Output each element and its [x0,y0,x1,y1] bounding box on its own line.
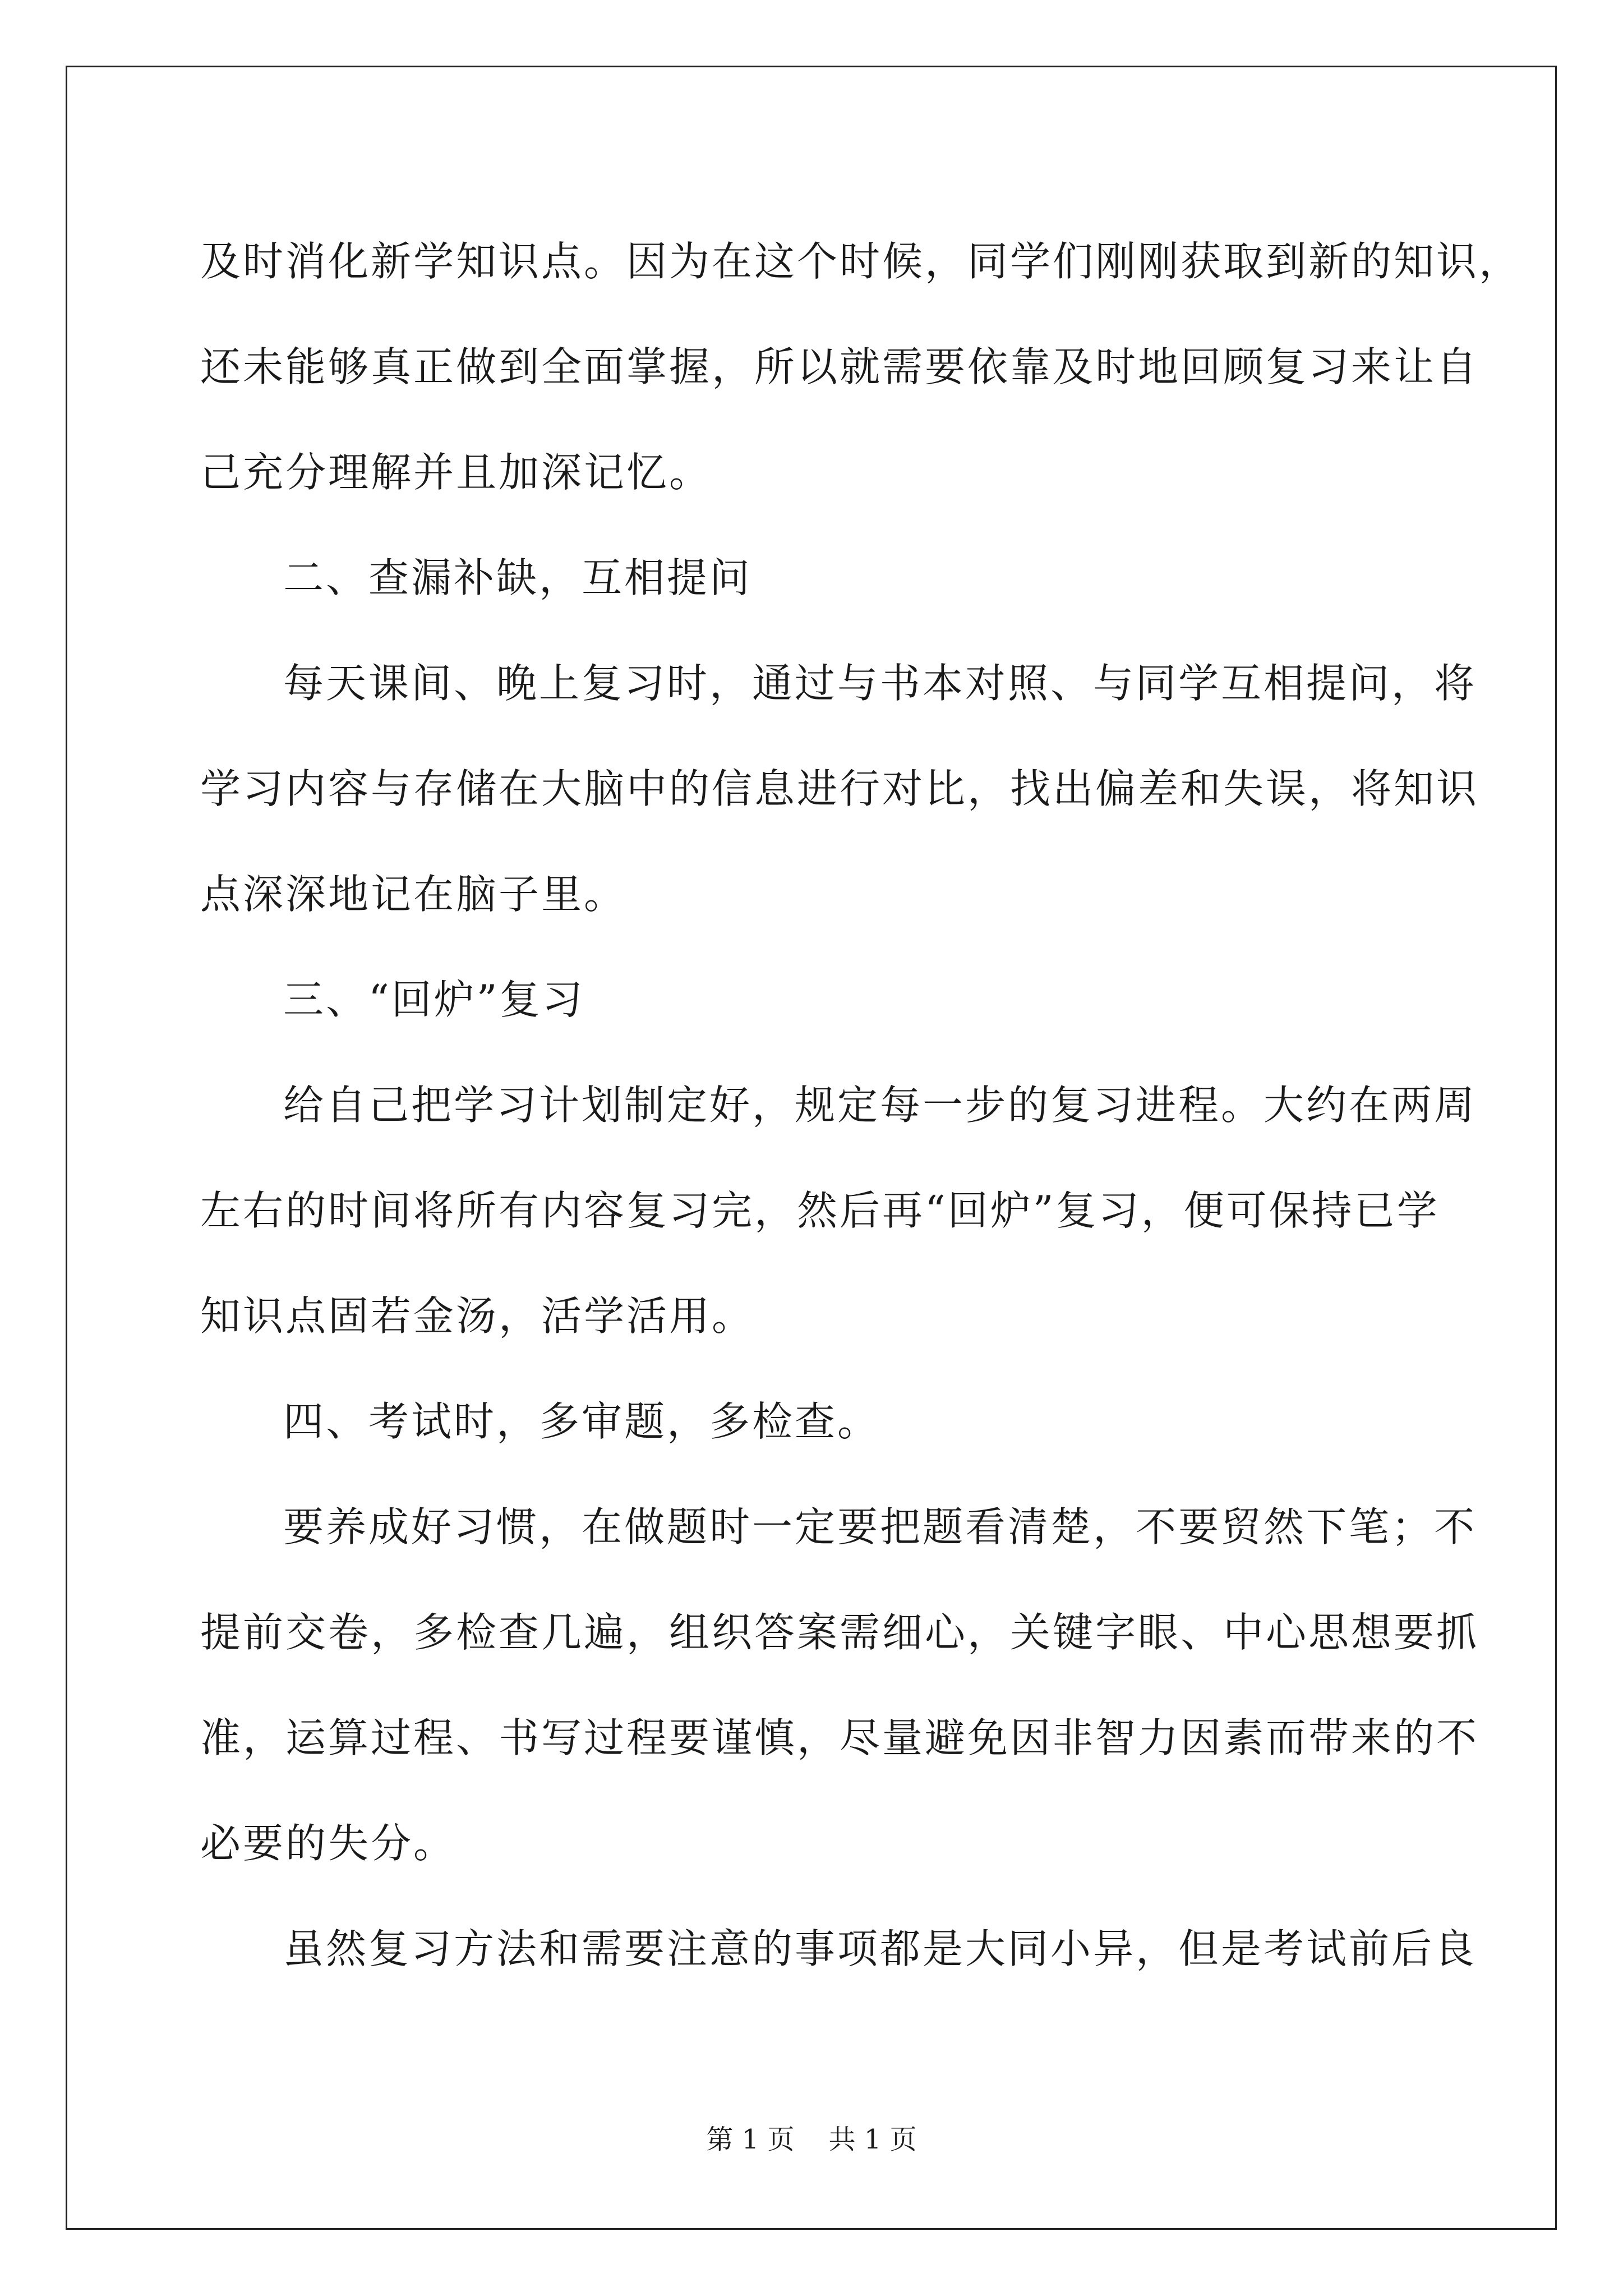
paragraph [200,1052,1477,1369]
heading-text: 二、查漏补缺，互相提问 [283,554,753,601]
text-line: 己充分理解并且加深记忆。 [200,449,712,496]
heading-text: 四、考试时，多审题，多检查。 [283,1398,880,1445]
text-line: 给自己把学习计划制定好，规定每一步的复习进程。大约在两周 [283,1082,1477,1129]
text-line: 学习内容与存储在大脑中的信息进行对比，找出偏差和失误，将知识 [200,765,1479,812]
section-heading-4 [200,1369,1423,1474]
text-line: 每天课间、晚上复习时，通过与书本对照、与同学互相提问，将 [283,660,1477,707]
section-heading-3 [200,947,1423,1052]
text-line: 知识点固若金汤，活学活用。 [200,1292,755,1340]
document-body [200,209,1522,2001]
text-line: 点深深地记在脑子里。 [200,871,627,918]
paragraph [200,209,1522,525]
paragraph [200,631,1479,947]
text-line: 左右的时间将所有内容复习完，然后再“回炉”复习，便可保持已学 [200,1187,1440,1234]
section-heading-2 [200,525,1423,631]
text-line: 提前交卷，多检查几遍，组织答案需细心，关键字眼、中心思想要抓 [200,1609,1479,1656]
text-line: 必要的失分。 [200,1820,457,1867]
text-line: 及时消化新学知识点。因为在这个时候，同学们刚刚获取到新的知识， [200,238,1522,285]
heading-text: 三、“回炉”复习 [283,976,585,1023]
page-footer: 第 1 页 共 1 页 [706,2124,917,2155]
text-line: 还未能够真正做到全面掌握，所以就需要依靠及时地回顾复习来让自 [200,343,1479,390]
text-line: 准，运算过程、书写过程要谨慎，尽量避免因非智力因素而带来的不 [200,1714,1479,1761]
text-line: 虽然复习方法和需要注意的事项都是大同小异，但是考试前后良 [283,1925,1477,1972]
paragraph [200,1896,1477,2001]
text-line: 要养成好习惯，在做题时一定要把题看清楚，不要贸然下笔；不 [283,1503,1477,1550]
paragraph [200,1474,1479,1896]
